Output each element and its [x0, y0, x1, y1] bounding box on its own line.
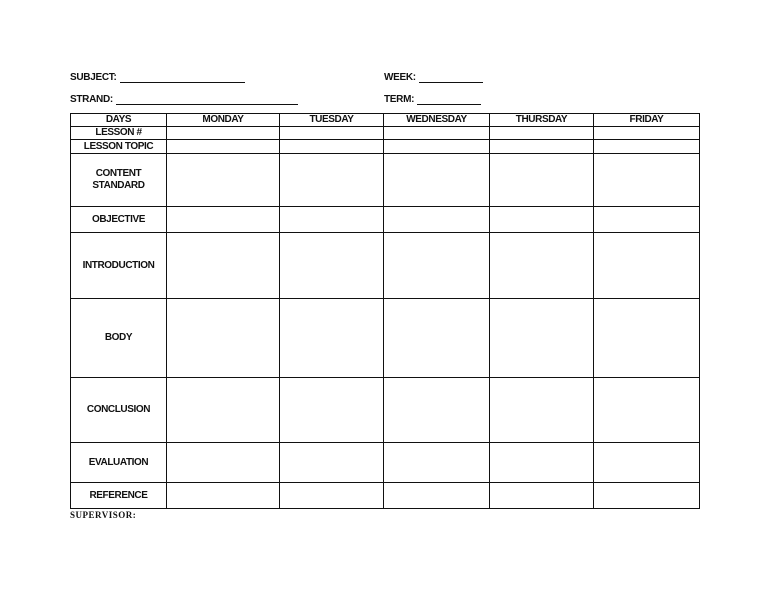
cell-lesson-topic-friday[interactable]: [594, 140, 700, 154]
cell-content-standard-thursday[interactable]: [490, 154, 594, 207]
cell-introduction-friday[interactable]: [594, 233, 700, 299]
strand-blank-line[interactable]: [116, 95, 298, 105]
day-header-friday: FRIDAY: [594, 114, 700, 127]
cell-lesson-topic-thursday[interactable]: [490, 140, 594, 154]
day-header-tuesday: TUESDAY: [280, 114, 384, 127]
cell-lesson-topic-wednesday[interactable]: [384, 140, 490, 154]
term-label: TERM:: [384, 94, 415, 105]
cell-evaluation-thursday[interactable]: [490, 443, 594, 483]
day-header-wednesday: WEDNESDAY: [384, 114, 490, 127]
cell-content-standard-tuesday[interactable]: [280, 154, 384, 207]
row-label-objective: OBJECTIVE: [71, 207, 167, 233]
cell-introduction-monday[interactable]: [167, 233, 280, 299]
supervisor-label: SUPERVISOR:: [70, 510, 137, 520]
row-conclusion: [71, 378, 700, 443]
cell-conclusion-monday[interactable]: [167, 378, 280, 443]
days-header-row: [71, 114, 700, 127]
cell-conclusion-tuesday[interactable]: [280, 378, 384, 443]
row-label-lesson-number: LESSON #: [71, 127, 167, 140]
cell-evaluation-monday[interactable]: [167, 443, 280, 483]
row-introduction: [71, 233, 700, 299]
cell-body-monday[interactable]: [167, 299, 280, 378]
cell-lesson-number-wednesday[interactable]: [384, 127, 490, 140]
row-content-standard: [71, 154, 700, 207]
cell-objective-monday[interactable]: [167, 207, 280, 233]
week-blank-line[interactable]: [419, 73, 483, 83]
row-objective: [71, 207, 700, 233]
strand-label: STRAND:: [70, 94, 113, 105]
cell-objective-wednesday[interactable]: [384, 207, 490, 233]
cell-reference-monday[interactable]: [167, 483, 280, 509]
cell-lesson-number-monday[interactable]: [167, 127, 280, 140]
cell-reference-wednesday[interactable]: [384, 483, 490, 509]
cell-conclusion-wednesday[interactable]: [384, 378, 490, 443]
cell-lesson-number-thursday[interactable]: [490, 127, 594, 140]
row-evaluation: [71, 443, 700, 483]
term-field: [384, 94, 481, 105]
cell-content-standard-wednesday[interactable]: [384, 154, 490, 207]
cell-lesson-number-tuesday[interactable]: [280, 127, 384, 140]
subject-blank-line[interactable]: [120, 73, 245, 83]
cell-content-standard-monday[interactable]: [167, 154, 280, 207]
row-lesson-topic: [71, 140, 700, 154]
cell-reference-friday[interactable]: [594, 483, 700, 509]
cell-conclusion-friday[interactable]: [594, 378, 700, 443]
cell-objective-tuesday[interactable]: [280, 207, 384, 233]
row-body: [71, 299, 700, 378]
cell-objective-friday[interactable]: [594, 207, 700, 233]
cell-introduction-wednesday[interactable]: [384, 233, 490, 299]
row-label-conclusion: CONCLUSION: [71, 378, 167, 443]
cell-body-wednesday[interactable]: [384, 299, 490, 378]
cell-body-friday[interactable]: [594, 299, 700, 378]
cell-evaluation-wednesday[interactable]: [384, 443, 490, 483]
row-label-reference: REFERENCE: [71, 483, 167, 509]
cell-lesson-topic-tuesday[interactable]: [280, 140, 384, 154]
row-label-body: BODY: [71, 299, 167, 378]
cell-conclusion-thursday[interactable]: [490, 378, 594, 443]
cell-content-standard-friday[interactable]: [594, 154, 700, 207]
cell-body-tuesday[interactable]: [280, 299, 384, 378]
cell-introduction-thursday[interactable]: [490, 233, 594, 299]
term-blank-line[interactable]: [417, 95, 481, 105]
week-field: [384, 72, 483, 83]
cell-evaluation-tuesday[interactable]: [280, 443, 384, 483]
cell-body-thursday[interactable]: [490, 299, 594, 378]
cell-lesson-topic-monday[interactable]: [167, 140, 280, 154]
cell-reference-tuesday[interactable]: [280, 483, 384, 509]
row-reference: [71, 483, 700, 509]
cell-lesson-number-friday[interactable]: [594, 127, 700, 140]
cell-reference-thursday[interactable]: [490, 483, 594, 509]
row-label-lesson-topic: LESSON TOPIC: [71, 140, 167, 154]
days-corner-header: DAYS: [71, 114, 167, 127]
cell-objective-thursday[interactable]: [490, 207, 594, 233]
subject-field: [70, 72, 245, 83]
cell-introduction-tuesday[interactable]: [280, 233, 384, 299]
week-label: WEEK:: [384, 72, 416, 83]
day-header-monday: MONDAY: [167, 114, 280, 127]
strand-field: [70, 94, 298, 105]
row-label-introduction: INTRODUCTION: [71, 233, 167, 299]
day-header-thursday: THURSDAY: [490, 114, 594, 127]
cell-evaluation-friday[interactable]: [594, 443, 700, 483]
row-label-evaluation: EVALUATION: [71, 443, 167, 483]
lesson-plan-table: [70, 113, 700, 509]
row-label-content-standard: CONTENT STANDARD: [71, 154, 167, 207]
row-lesson-number: [71, 127, 700, 140]
subject-label: SUBJECT:: [70, 72, 117, 83]
